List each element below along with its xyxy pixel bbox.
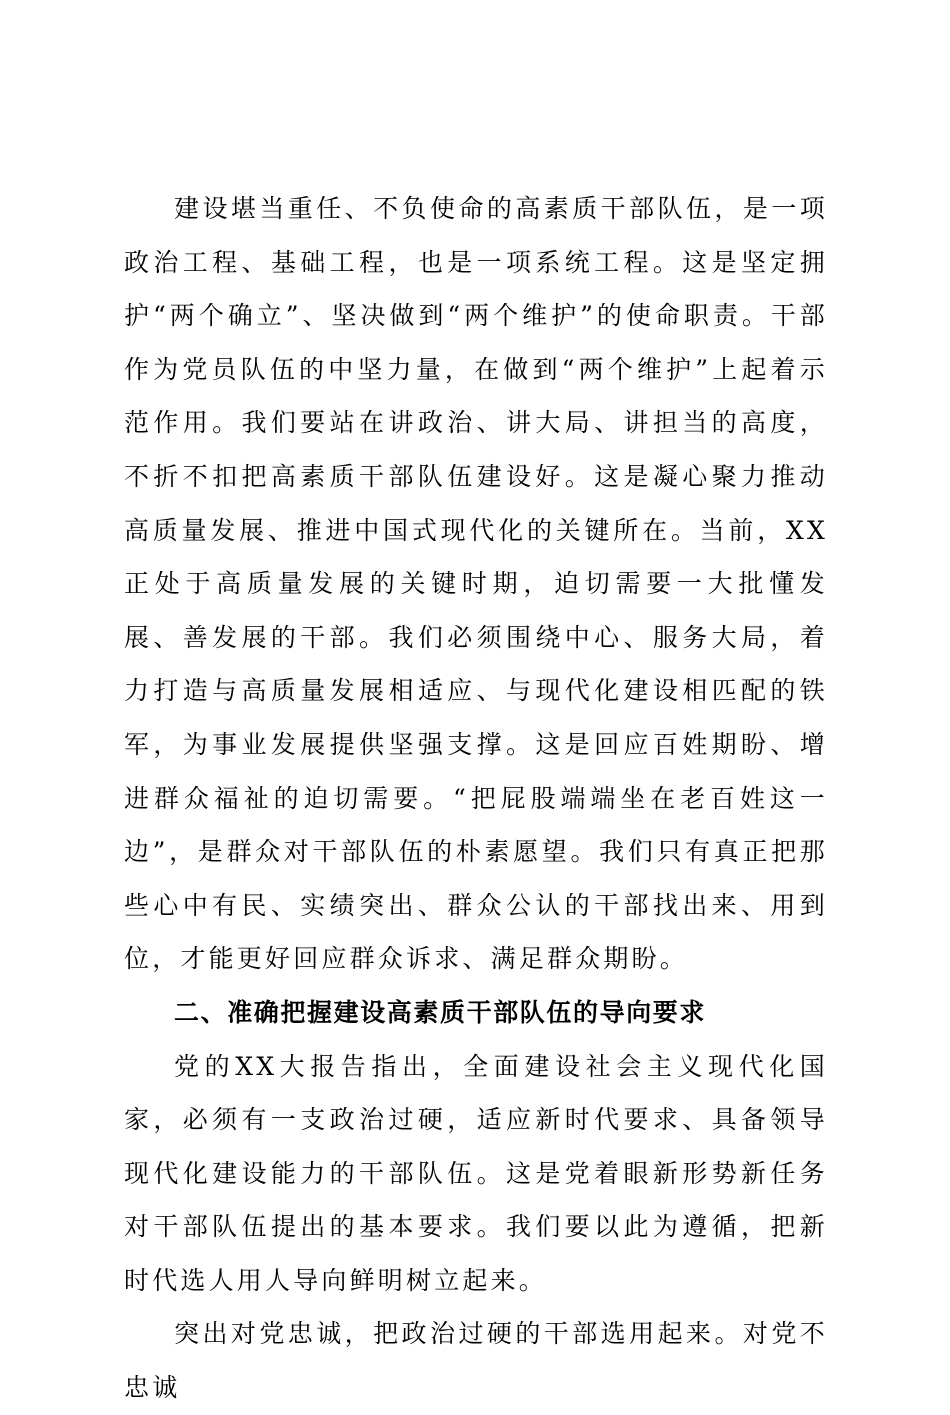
paragraph-loyalty: 突出对党忠诚，把政治过硬的干部选用起来。对党不忠诚 xyxy=(124,1319,828,1403)
paragraph-intro: 建设堪当重任、不负使命的高素质干部队伍，是一项政治工程、基础工程，也是一项系统工程。这是坚定拥护“两个确立”、坚决做到“两个维护”的使命职责。干部作为党员队伍的中坚力量，在做到“两个维护”上起着示范作用。我们要站在讲政治、讲大局、讲担当的高度，不折不扣把高素质干部队伍建设好。这是凝心聚力推动高质量发展、推进中国式现代化的关键所在。当前，XX正处于高质量发展的关键时期，迫切需要一大批懂发展、善发展的干部。我们必须围绕中心、服务大局，着力打造与高质量发展相适应、与现代化建设相匹配的铁军，为事业发展提供坚强支撑。这是回应百姓期盼、增进群众福祉的迫切需要。“把屁股端端坐在老百姓这一边”，是群众对干部队伍的朴素愿望。我们只有真正把那些心中有民、实绩突出、群众公认的干部找出来、用到位，才能更好回应群众诉求、满足群众期盼。 xyxy=(124,194,828,974)
document-body xyxy=(124,182,828,1415)
section-heading-2: 二、准确把握建设高素质干部队伍的导向要求 xyxy=(174,997,707,1027)
paragraph-report: 党的XX大报告指出，全面建设社会主义现代化国家，必须有一支政治过硬，适应新时代要求、具备领导现代化建设能力的干部队伍。这是党着眼新形势新任务对干部队伍提出的基本要求。我们要以此为遵循，把新时代选人用人导向鲜明树立起来。 xyxy=(124,1051,828,1295)
